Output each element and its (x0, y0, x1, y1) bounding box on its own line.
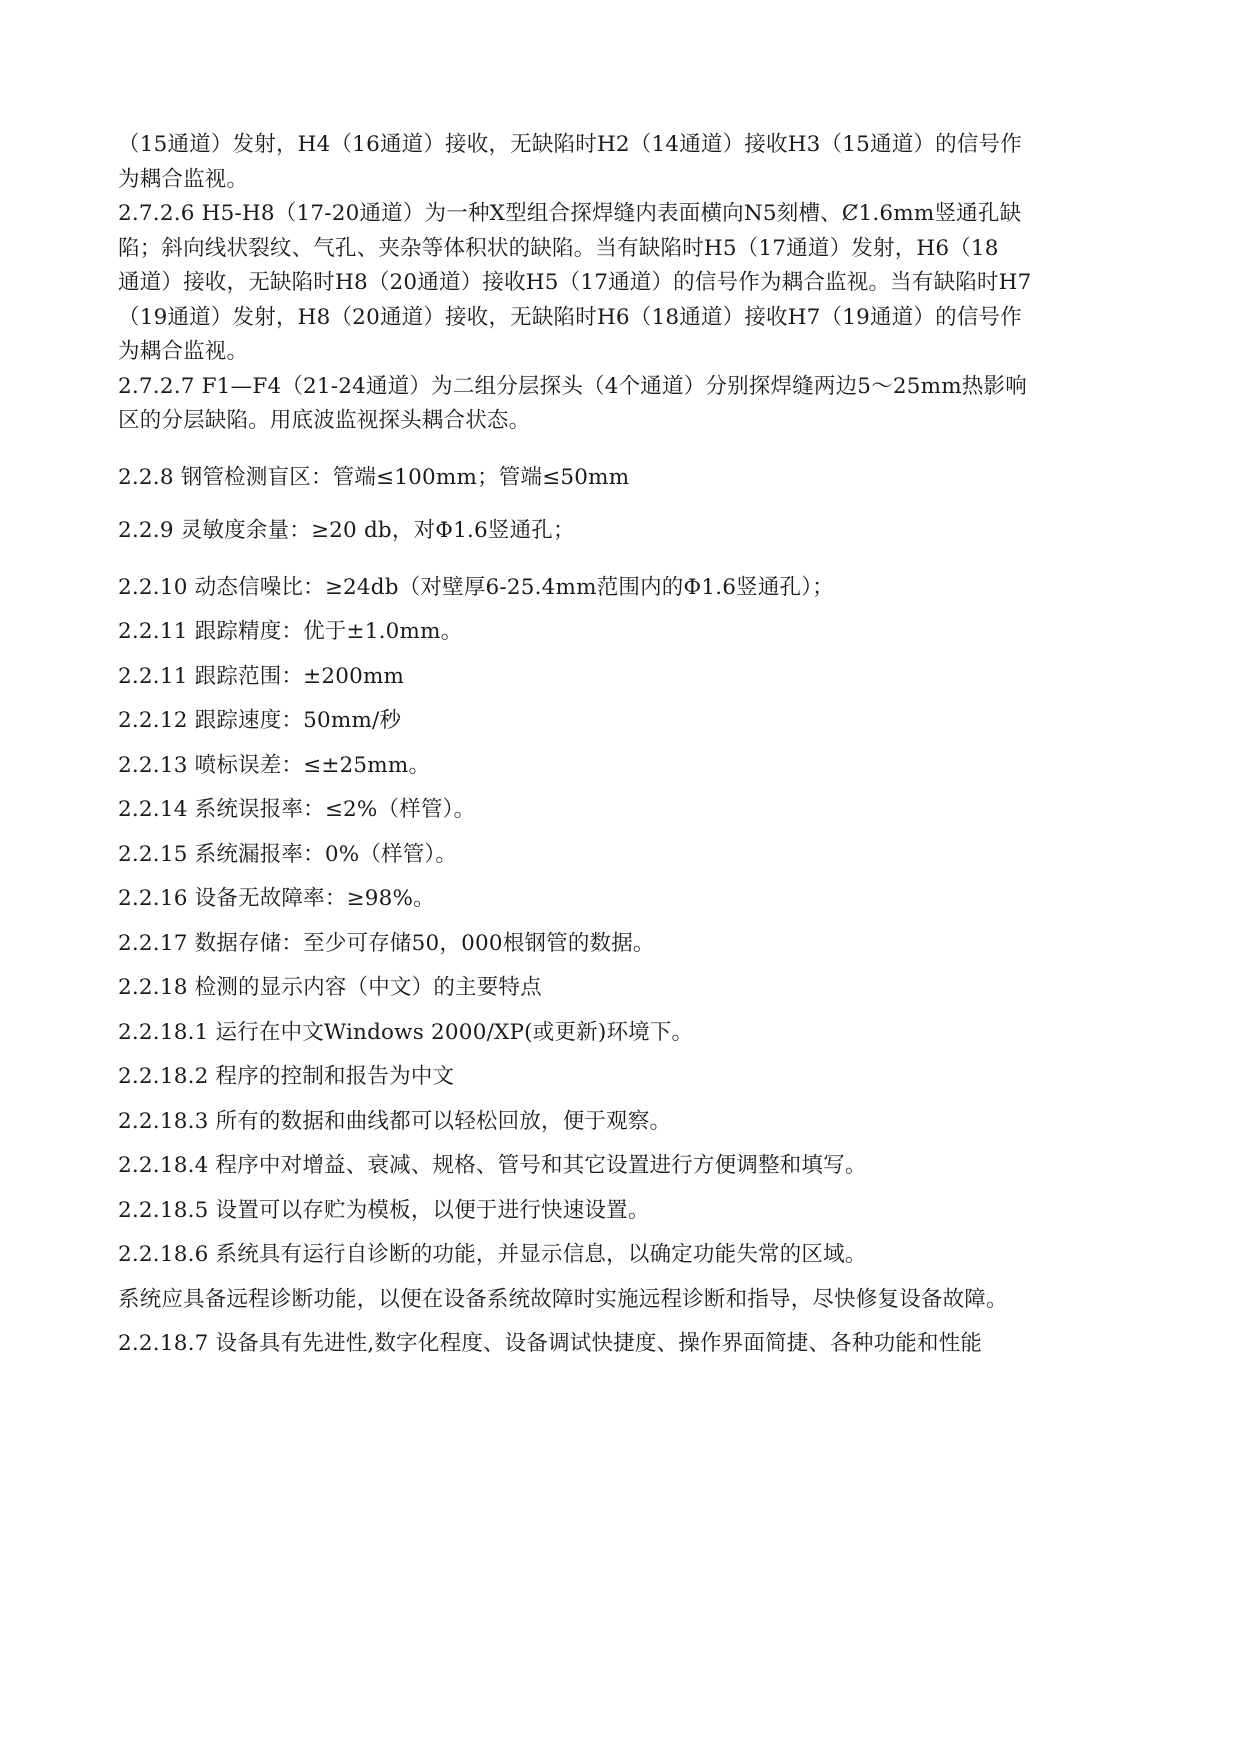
paragraph-2-2-10 (118, 571, 1128, 606)
paragraph-2-7-2-7 (118, 370, 1128, 439)
text-line: 2.2.16 设备无故障率：≥98%。 (118, 886, 435, 911)
paragraph-2-2-18-2 (118, 1060, 1128, 1095)
paragraph-2-7-2-6 (118, 197, 1128, 370)
text-line: 为耦合监视。 (118, 166, 249, 192)
paragraph-2-2-17 (118, 927, 1128, 962)
text-line: 2.2.9 灵敏度余量：≥20 db，对Φ1.6竖通孔； (118, 518, 575, 543)
paragraph-2-2-11-accuracy (118, 615, 1128, 650)
text-line: 2.2.18.3 所有的数据和曲线都可以轻松回放，便于观察。 (118, 1108, 672, 1134)
paragraph-2-2-8 (118, 461, 1128, 496)
text-line: 区的分层缺陷。用底波监视探头耦合状态。 (118, 408, 531, 433)
text-line: 2.2.8 钢管检测盲区：管端≤100mm；管端≤50mm (118, 464, 630, 490)
paragraph-2-2-14 (118, 793, 1128, 828)
paragraph-2-2-9 (118, 514, 1128, 549)
text-line: 陷；斜向线状裂纹、气孔、夹杂等体积状的缺陷。当有缺陷时H5（17通道）发射，H6（18 (118, 235, 999, 261)
text-line: 2.2.18.7 设备具有先进性,数字化程度、设备调试快捷度、操作界面简捷、各种功能和性能 (118, 1331, 983, 1356)
paragraph-2-2-18 (118, 971, 1128, 1006)
text-line: 2.2.14 系统误报率：≤2%（样管）。 (118, 797, 476, 822)
paragraph-2-2-18-5 (118, 1194, 1128, 1229)
document-body (118, 128, 1128, 1362)
paragraph-channel-15-16 (118, 128, 1128, 197)
text-line: 2.2.18.1 运行在中文Windows 2000/XP(或更新)环境下。 (118, 1019, 694, 1045)
text-line: （19通道）发射，H8（20通道）接收，无缺陷时H6（18通道）接收H7（19通道）的信号作 (118, 304, 1022, 330)
paragraph-2-2-18-7 (118, 1327, 1128, 1362)
text-line: 2.2.15 系统漏报率：0%（样管）。 (118, 841, 458, 867)
text-line: 2.2.18 检测的显示内容（中文）的主要特点 (118, 975, 542, 1000)
paragraph-2-2-15 (118, 838, 1128, 873)
text-line: 2.2.18.2 程序的控制和报告为中文 (118, 1064, 455, 1089)
paragraph-2-2-12 (118, 704, 1128, 739)
paragraph-2-2-18-4 (118, 1149, 1128, 1184)
paragraph-2-2-18-3 (118, 1105, 1128, 1140)
paragraph-2-2-18-6 (118, 1238, 1128, 1273)
text-line: 2.2.18.4 程序中对增益、衰减、规格、管号和其它设置进行方便调整和填写。 (118, 1153, 867, 1178)
text-line: 2.2.11 跟踪范围：±200mm (118, 663, 405, 689)
text-line: 2.2.10 动态信噪比：≥24db（对壁厚6-25.4mm范围内的Φ1.6竖通孔）； (118, 574, 834, 600)
paragraph-2-2-16 (118, 882, 1128, 917)
paragraph-2-2-18-1 (118, 1016, 1128, 1051)
text-line: 为耦合监视。 (118, 339, 249, 364)
paragraph-2-2-13 (118, 749, 1128, 784)
text-line: 2.2.13 喷标误差：≤±25mm。 (118, 752, 431, 778)
text-line: 2.2.18.5 设置可以存贮为模板，以便于进行快速设置。 (118, 1197, 650, 1223)
text-line: 通道）接收，无缺陷时H8（20通道）接收H5（17通道）的信号作为耦合监视。当有缺陷时H7 (118, 270, 1032, 295)
text-line: 2.2.11 跟踪精度：优于±1.0mm。 (118, 619, 463, 644)
text-line: （15通道）发射，H4（16通道）接收，无缺陷时H2（14通道）接收H3（15通道）的信号作 (118, 132, 1022, 157)
text-line: 2.2.18.6 系统具有运行自诊断的功能，并显示信息，以确定功能失常的区域。 (118, 1242, 867, 1267)
text-line: 系统应具备远程诊断功能，以便在设备系统故障时实施远程诊断和指导，尽快修复设备故障。 (118, 1286, 1008, 1312)
text-line: 2.2.17 数据存储：至少可存储50，000根钢管的数据。 (118, 930, 655, 956)
text-line: 2.2.12 跟踪速度：50mm/秒 (118, 708, 402, 733)
text-line: 2.7.2.6 H5-H8（17-20通道）为一种X型组合探焊缝内表面横向N5刻槽、Ȼ1.6mm竖通孔缺 (118, 201, 1022, 226)
text-line: 2.7.2.7 F1—F4（21-24通道）为二组分层探头（4个通道）分别探焊缝两边5～25mm热影响 (118, 373, 1027, 399)
paragraph-remote-diagnosis (118, 1283, 1128, 1318)
paragraph-2-2-11-range (118, 660, 1128, 695)
